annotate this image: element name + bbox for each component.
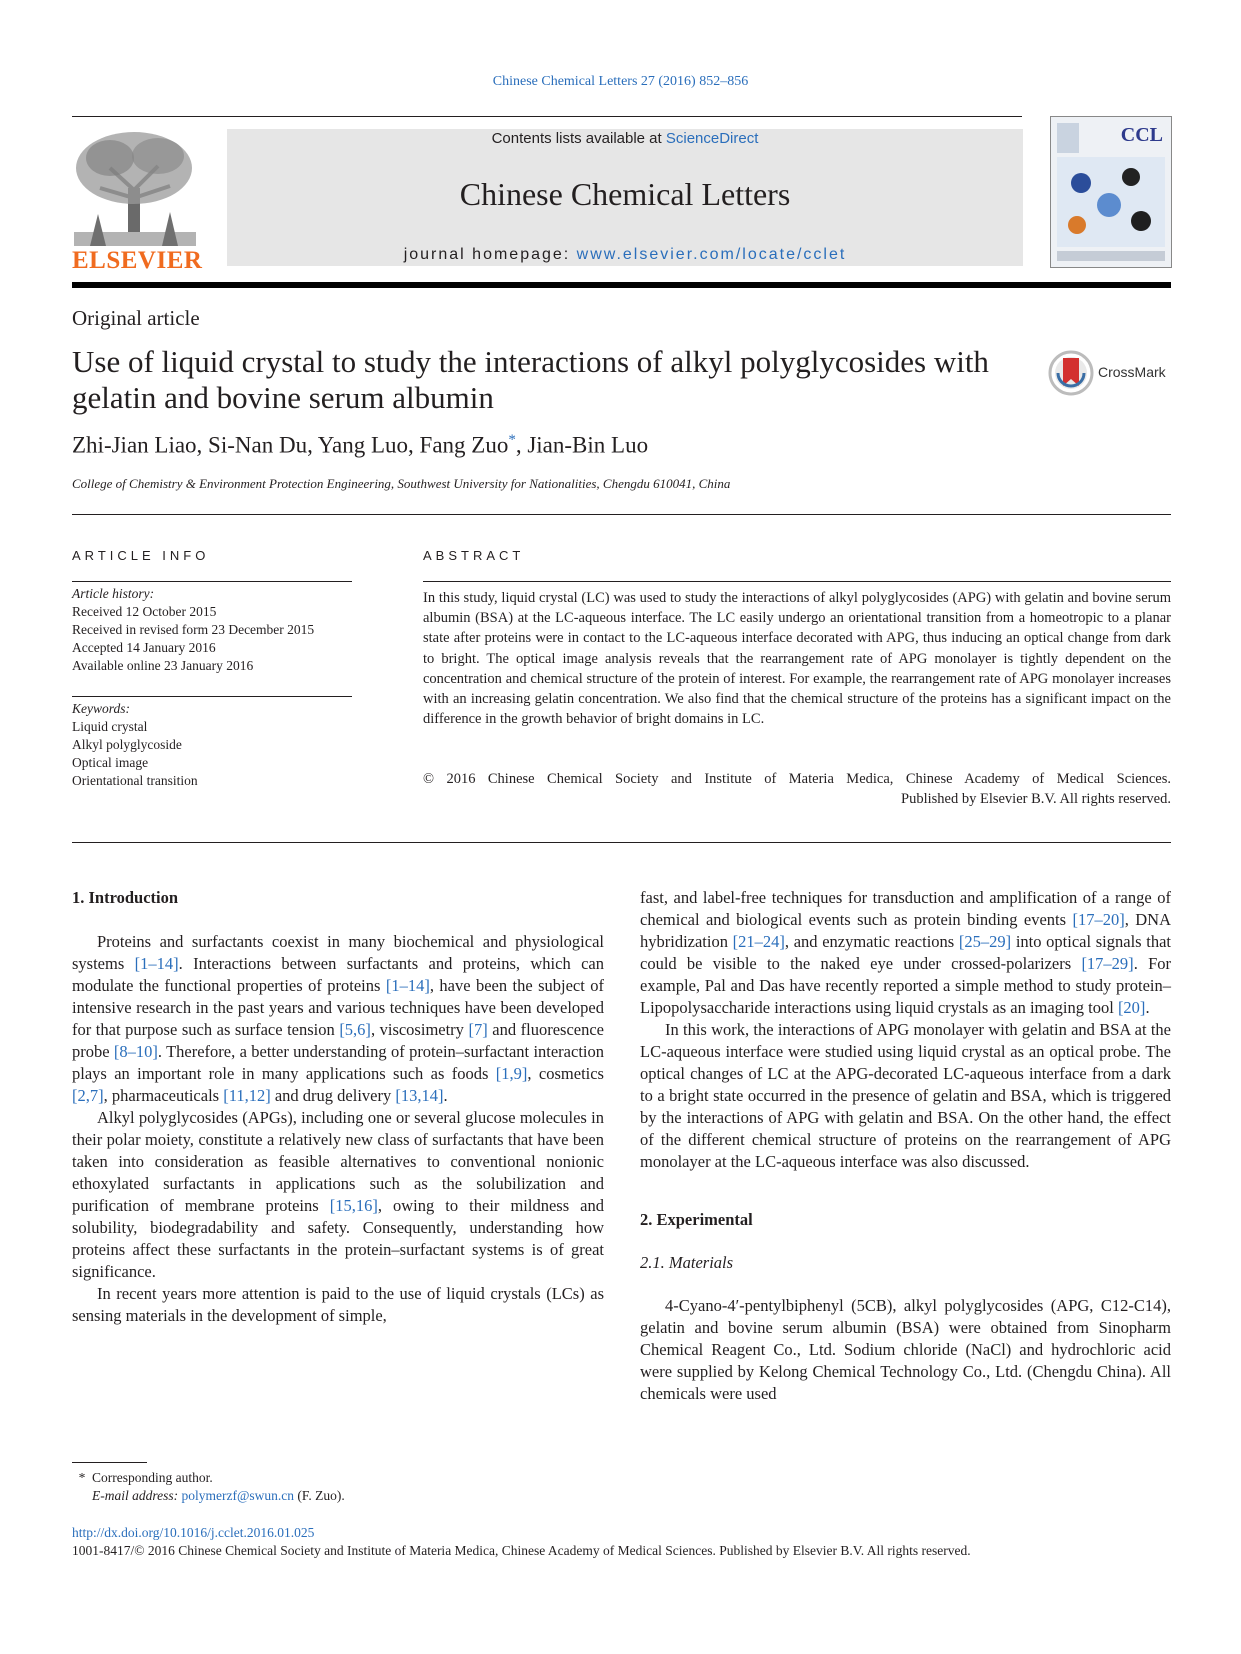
citation-link[interactable]: [1–14] (134, 954, 179, 973)
citation-link[interactable]: [5,6] (339, 1020, 371, 1039)
text-run: , pharmaceuticals (103, 1086, 224, 1105)
article-info-rule-mid (72, 696, 352, 697)
citation-link[interactable]: [11,12] (223, 1086, 271, 1105)
materials-paragraph: 4-Cyano-4′-pentylbiphenyl (5CB), alkyl polyglycosides (APG, C12-C14), gelatin and bovine serum albumin (BSA) were obtained from Sinopharm Chemical Reagent Co., Ltd. Sodium chloride (NaCl) and hydrochloric acid were supplied by Kelong Chemical Technology Co., Ltd. (Chengdu China). All chemicals were used (640, 1296, 1171, 1403)
header-thick-rule (72, 282, 1171, 288)
text-run: , cosmetics (527, 1064, 604, 1083)
citation-link[interactable]: [25–29] (958, 932, 1012, 951)
citation-link[interactable]: [13,14] (395, 1086, 444, 1105)
citation-link[interactable]: [17–20] (1072, 910, 1125, 929)
abstract-rule (423, 581, 1171, 582)
sciencedirect-link[interactable]: ScienceDirect (665, 130, 759, 147)
citation-link[interactable]: [15,16] (329, 1196, 378, 1215)
abstract-text: In this study, liquid crystal (LC) was used to study the interactions of alkyl polyglycosides (APG) with gelatin and bovine serum albumin (BSA) at the LC-aqueous interface. The LC easily undergo an orientational transition from a homeotropic to a planar state after proteins were in contact to the LC-aqueous interface decorated with APG, thus inducing an optical change from dark to bright. The optical image analysis reveals that the rearrangement rate of APG monolayer is tightly dependent on the concentration and chemical structure of the protein of interest. For example, the rearrangement rate of APG monolayer increases with an increasing gelatin concentration. We also find that the chemical structure of the proteins has a significant impact on the difference in the growth behavior of bright domains in LC. (423, 590, 1171, 728)
crossmark-badge[interactable] (1048, 350, 1172, 396)
homepage-link[interactable]: www.elsevier.com/locate/cclet (576, 246, 847, 263)
journal-cover-thumbnail[interactable] (1050, 116, 1172, 268)
text-run: . Therefore, a better understanding of protein–surfactant interaction plays an important role in many applications such as foods (72, 1042, 604, 1083)
citation-link[interactable]: [7] (468, 1020, 488, 1039)
contents-line (227, 130, 1023, 147)
citation-link[interactable]: [20] (1117, 998, 1146, 1017)
journal-homepage (227, 246, 1023, 264)
text-run: Alkyl polyglycosides (APGs), including one or several glucose molecules in their polar moiety, constitute a relatively new class of surfactants that have been taken into consideration as feasible alternatives to conventional nonionic ethoxylated surfactants in applications such as the solubilization and purification of membrane proteins (72, 1108, 604, 1215)
history-revised: Received in revised form 23 December 2015 (72, 622, 315, 637)
history-accepted: Accepted 14 January 2016 (72, 640, 216, 655)
doi-link[interactable]: http://dx.doi.org/10.1016/j.cclet.2016.01.025 (72, 1525, 315, 1540)
subsection-heading-materials: 2.1. Materials (640, 1253, 734, 1272)
abstract-copyright (423, 769, 1171, 809)
text-run: . (1145, 998, 1150, 1017)
header-rule (72, 116, 1022, 117)
footnote-mark: * (78, 1470, 86, 1485)
article-type: Original article (72, 306, 200, 330)
citation-link[interactable]: [2,7] (72, 1086, 104, 1105)
text-run: and fluorescence probe (72, 1020, 604, 1061)
homepage-prefix: journal homepage: (403, 246, 577, 263)
corresponding-author-mark[interactable]: * (508, 432, 516, 448)
crossmark-icon (1048, 350, 1094, 396)
intro-paragraph-3-cont (640, 887, 1171, 1019)
copyright-line-1: © 2016 Chinese Chemical Society and Institute of Materia Medica, Chinese Academy of Medical Sciences. (423, 771, 1171, 787)
intro-paragraph-2 (72, 1107, 604, 1283)
section-heading-introduction: 1. Introduction (72, 888, 179, 907)
intro-paragraph-3: In recent years more attention is paid to the use of liquid crystals (LCs) as sensing materials in the development of simple, (72, 1284, 604, 1325)
intro-paragraph-1 (72, 931, 604, 1107)
abstract-heading: ABSTRACT (423, 548, 525, 563)
article-title: Use of liquid crystal to study the interactions of alkyl polyglycosides with gelatin and bovine serum albumin (72, 344, 989, 415)
crossmark-label: CrossMark (1098, 364, 1166, 380)
journal-title: Chinese Chemical Letters (459, 176, 791, 212)
text-run: and drug delivery (270, 1086, 396, 1105)
keyword-item: Liquid crystal (72, 719, 148, 734)
title-divider (72, 514, 1171, 515)
elsevier-wordmark: ELSEVIER (72, 247, 203, 274)
keyword-item: Optical image (72, 755, 149, 770)
left-column (72, 887, 604, 1327)
citation-link[interactable]: [21–24] (732, 932, 785, 951)
abstract-divider (72, 842, 1171, 843)
article-history (72, 585, 314, 675)
text-run: , have been the subject of intensive research in the past years and various techniques have been developed for that purpose such as surface tension (72, 976, 604, 1039)
text-run: , viscosimetry (370, 1020, 469, 1039)
text-run: . For example, Pal and Das have recently reported a simple method to study protein–Lipopolysaccharide interactions using liquid crystals as an imaging tool (640, 954, 1171, 1017)
keyword-item: Alkyl polyglycoside (72, 737, 182, 752)
history-received: Received 12 October 2015 (72, 604, 217, 619)
footnote-text: Corresponding author. (92, 1470, 213, 1485)
intro-paragraph-4: In this work, the interactions of APG monolayer with gelatin and BSA at the LC-aqueous interface were studied using liquid crystal as an optical probe. The optical changes of LC at the APG-decorated LC-aqueous interface from a dark to a bright state occurred in the presence of gelatin and BSA, which is triggered by the interactions of APG with gelatin and BSA. On the other hand, the effect of the different chemical structure of proteins on the rearrangement of APG monolayer at the LC-aqueous interface was also discussed. (640, 1020, 1171, 1171)
text-run: Proteins and surfactants coexist in many biochemical and physiological systems (72, 932, 604, 973)
keywords-label: Keywords: (72, 701, 130, 716)
right-column (640, 887, 1171, 1405)
cover-label: CCL (1120, 124, 1163, 146)
contents-prefix: Contents lists available at (491, 130, 666, 147)
article-info-rule-top (72, 581, 352, 582)
authors-part2: , Jian-Bin Luo (515, 432, 649, 458)
citation-link[interactable]: [8–10] (113, 1042, 158, 1061)
citation-link[interactable]: [1–14] (385, 976, 430, 995)
history-online: Available online 23 January 2016 (72, 658, 254, 673)
author-list (72, 432, 648, 459)
text-run: , and enzymatic reactions (784, 932, 959, 951)
text-run: . Interactions between surfactants and proteins, which can modulate the functional properties of proteins (72, 954, 604, 995)
text-run: into optical signals that could be visible to the naked eye under crossed-polarizers (640, 932, 1171, 973)
citation-link[interactable]: [1,9] (495, 1064, 528, 1083)
email-link[interactable]: polymerzf@swun.cn (181, 1488, 295, 1503)
authors-part1: Zhi-Jian Liao, Si-Nan Du, Yang Luo, Fang Zuo (72, 432, 509, 458)
footnote-corresponding (72, 1469, 213, 1487)
article-info-heading: ARTICLE INFO (72, 548, 210, 563)
citation-link[interactable]: [17–29] (1081, 954, 1134, 973)
keyword-item: Orientational transition (72, 773, 198, 788)
copyright-line-2: Published by Elsevier B.V. All rights reserved. (901, 791, 1171, 808)
text-run: fast, and label-free techniques for transduction and amplification of a range of chemical and biological events such as protein binding events (640, 888, 1171, 929)
text-run: , DNA hybridization (640, 910, 1171, 951)
text-run: , owing to their mildness and solubility, biodegradability and safety. Consequently, understanding how proteins affect these surfactants in the protein–surfactant systems is of great significance. (72, 1196, 604, 1281)
text-run: . (443, 1086, 448, 1105)
section-heading-experimental: 2. Experimental (640, 1210, 753, 1229)
issn-copyright: 1001-8417/© 2016 Chinese Chemical Society and Institute of Materia Medica, Chinese Academy of Medical Sciences. Published by Elsevier B.V. All rights reserved. (72, 1543, 971, 1558)
affiliation: College of Chemistry & Environment Protection Engineering, Southwest University for Nationalities, Chengdu 610041, China (72, 476, 731, 491)
keywords (72, 700, 198, 790)
history-label: Article history: (72, 586, 155, 601)
journal-citation[interactable]: Chinese Chemical Letters 27 (2016) 852–856 (492, 74, 749, 89)
footnote-email (92, 1487, 345, 1505)
email-label: E-mail address: (92, 1488, 182, 1503)
footnote-rule (72, 1462, 147, 1463)
email-suffix: (F. Zuo). (294, 1488, 345, 1503)
